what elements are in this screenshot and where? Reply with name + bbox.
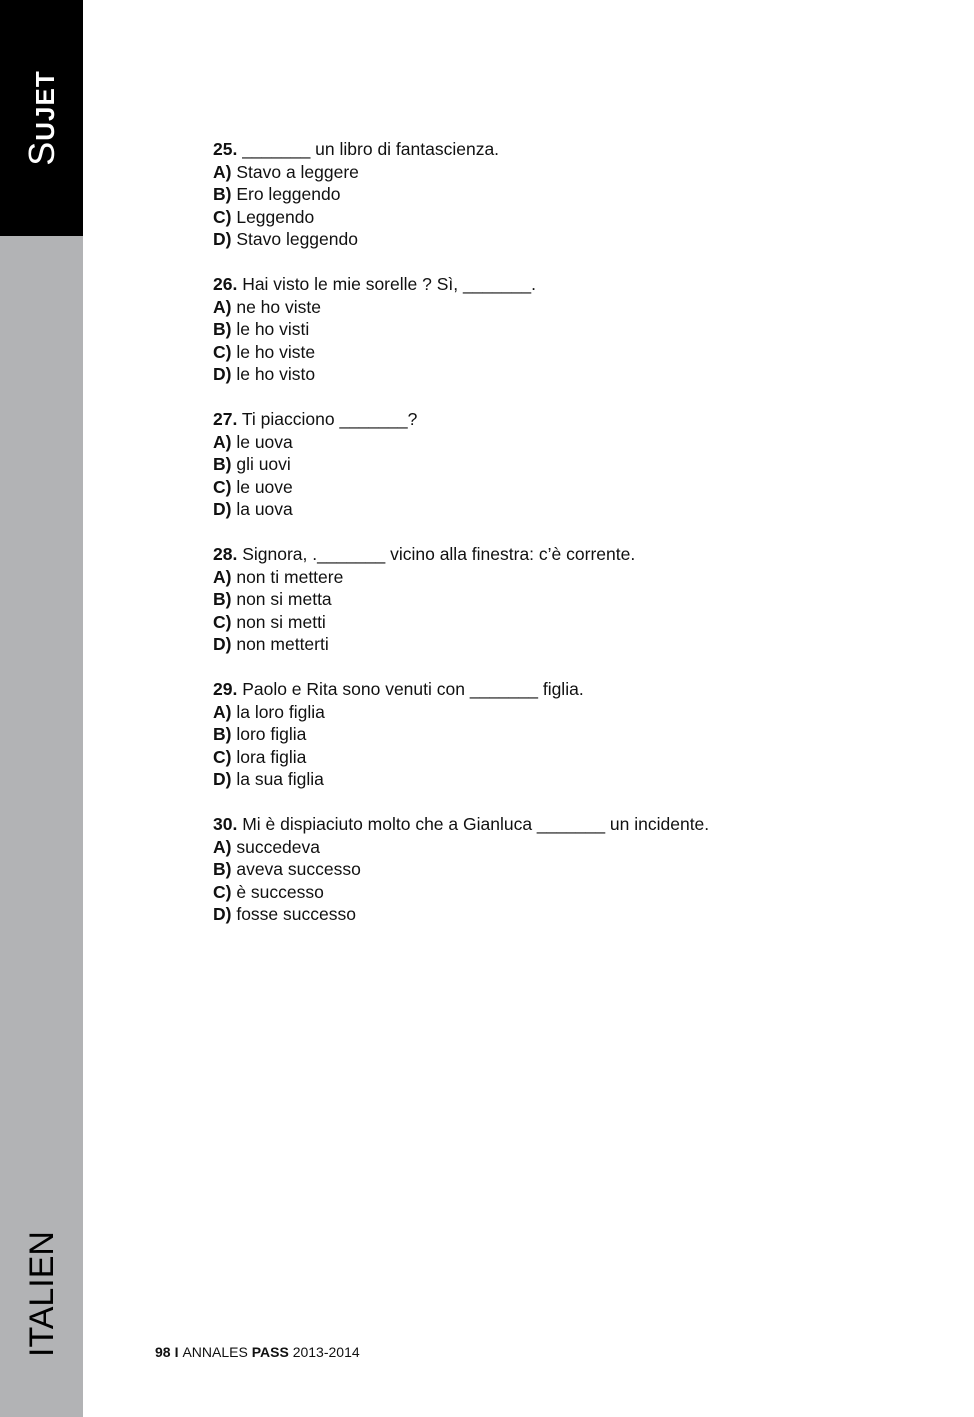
page-number: 98 [155,1344,171,1360]
section-label [21,70,62,166]
section-tab [0,0,83,236]
option [213,746,913,769]
option-text: Stavo leggendo [231,229,358,249]
question-25 [213,138,913,251]
option-letter: A) [213,836,232,857]
option [213,836,913,859]
option-text: le uova [231,431,293,452]
option-text: ne ho viste [231,296,321,317]
question-prompt [213,813,913,836]
question-27 [213,408,913,521]
option-letter: A) [213,431,232,452]
option-letter: C) [213,476,232,497]
option-letter: D) [213,634,232,654]
option [213,633,913,656]
question-text: Ti piacciono _______? [237,409,418,429]
question-prompt [213,273,913,296]
option-text: Stavo a leggere [231,161,359,182]
option-letter: D) [213,904,232,924]
option-letter: C) [213,746,232,767]
option-text: la uova [231,499,293,519]
option-text: le ho viste [231,341,316,362]
question-26 [213,273,913,386]
footer-annales: ANNALES [182,1344,248,1360]
option-letter: D) [213,229,232,249]
option-letter: B) [213,454,232,474]
option-text: le ho visto [231,364,316,384]
subject-label: ITALIEN [23,1231,61,1357]
question-29 [213,678,913,791]
section-label-initial: S [21,140,62,166]
question-prompt [213,678,913,701]
question-number: 29. [213,679,238,699]
option-letter: B) [213,724,232,744]
question-number: 25. [213,139,238,159]
option-text: le ho visti [231,319,310,339]
question-number: 30. [213,814,238,834]
question-number: 26. [213,274,238,294]
question-text: Hai visto le mie sorelle ? Sì, _______. [237,274,536,294]
question-prompt [213,408,913,431]
option-letter: C) [213,341,232,362]
option-text: le uove [231,476,293,497]
question-text: Paolo e Rita sono venuti con _______ figlia. [237,679,584,699]
option-letter: A) [213,296,232,317]
option-text: Ero leggendo [231,184,341,204]
option-text: Leggendo [231,206,315,227]
option [213,588,913,611]
option-letter: A) [213,701,232,722]
option-text: è successo [231,881,324,902]
footer-years: 2013-2014 [292,1344,360,1360]
question-list [213,138,913,948]
footer-pass: PASS [251,1344,289,1360]
option [213,498,913,521]
option-text: la loro figlia [231,701,325,722]
option-text: aveva successo [231,859,361,879]
option-letter: C) [213,881,232,902]
page-footer [155,1344,360,1360]
option-letter: D) [213,364,232,384]
option-letter: D) [213,769,232,789]
option-letter: C) [213,206,232,227]
option [213,903,913,926]
option-letter: B) [213,319,232,339]
footer-separator: I [174,1344,179,1360]
question-prompt [213,543,913,566]
option-text: non si metti [231,611,326,632]
option [213,431,913,454]
option-letter: D) [213,499,232,519]
question-number: 27. [213,409,238,429]
option [213,611,913,634]
option [213,296,913,319]
option [213,453,913,476]
option [213,723,913,746]
question-number: 28. [213,544,238,564]
option-text: non si metta [231,589,332,609]
option-text: gli uovi [231,454,291,474]
option-text: non ti mettere [231,566,344,587]
option [213,206,913,229]
question-prompt [213,138,913,161]
option [213,476,913,499]
question-28 [213,543,913,656]
option-letter: A) [213,566,232,587]
option-letter: B) [213,859,232,879]
option-text: fosse successo [231,904,356,924]
option-text: succedeva [231,836,320,857]
option [213,161,913,184]
option-text: non metterti [231,634,329,654]
option [213,881,913,904]
option-text: loro figlia [231,724,307,744]
option [213,566,913,589]
question-30 [213,813,913,926]
option-letter: B) [213,184,232,204]
option [213,701,913,724]
option [213,341,913,364]
option [213,768,913,791]
option [213,228,913,251]
option [213,183,913,206]
option-letter: C) [213,611,232,632]
sidebar [0,0,83,1417]
option [213,363,913,386]
option-letter: B) [213,589,232,609]
option [213,318,913,341]
option [213,858,913,881]
option-text: la sua figlia [231,769,324,789]
question-text: _______ un libro di fantascienza. [237,139,500,159]
section-label-rest: UJET [30,70,60,141]
question-text: Signora, ._______ vicino alla finestra: c’è corrente. [237,544,636,564]
option-letter: A) [213,161,232,182]
option-text: lora figlia [231,746,307,767]
question-text: Mi è dispiaciuto molto che a Gianluca _______ un incidente. [237,814,710,834]
